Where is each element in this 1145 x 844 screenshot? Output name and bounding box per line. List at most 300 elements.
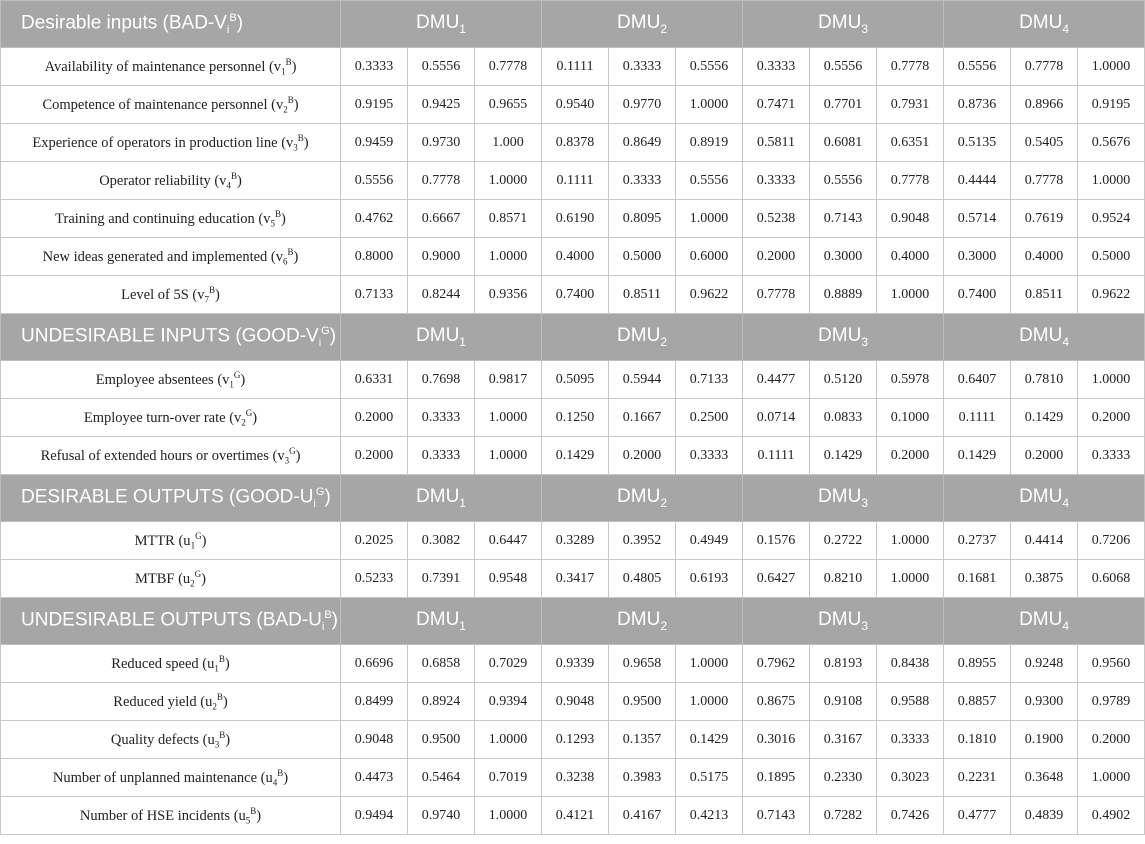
value-cell: 0.3648 (1011, 759, 1078, 797)
dmu-name: DMU (416, 325, 460, 347)
row-label-superscript: B (274, 208, 281, 219)
row-label (1, 200, 341, 238)
row-label (1, 361, 341, 399)
row-label (1, 683, 341, 721)
section-title-superscript: B (324, 608, 332, 621)
value-cell: 0.7698 (408, 361, 475, 399)
value-cell: 0.5095 (542, 361, 609, 399)
section-title (1, 598, 341, 645)
row-label-superscript: G (289, 445, 296, 456)
value-cell: 0.4477 (743, 361, 810, 399)
value-cell: 0.7029 (475, 645, 542, 683)
row-label-close: ) (252, 409, 258, 426)
row-label-text: Operator reliability (v (99, 172, 227, 189)
row-label (1, 86, 341, 124)
value-cell: 0.5556 (676, 48, 743, 86)
section-header-row (1, 475, 1145, 522)
value-cell: 1.0000 (676, 645, 743, 683)
dmu-name: DMU (1019, 12, 1063, 34)
section-title-subscript: i (226, 24, 230, 37)
dmu-column-header (542, 598, 743, 645)
row-label-text: Reduced speed (u (111, 655, 215, 672)
value-cell: 0.1900 (1011, 721, 1078, 759)
row-label-subscript: 5 (245, 815, 251, 826)
row-label-subscript: 1 (214, 663, 219, 674)
value-cell: 0.7619 (1011, 200, 1078, 238)
value-cell: 0.9770 (609, 86, 676, 124)
value-cell: 0.7778 (475, 48, 542, 86)
row-label-superscript: B (219, 729, 226, 740)
value-cell: 1.0000 (877, 276, 944, 314)
value-cell: 0.8857 (944, 683, 1011, 721)
dmu-column-header (944, 314, 1145, 361)
table-row (1, 683, 1145, 721)
value-cell: 0.7931 (877, 86, 944, 124)
row-label-superscript: B (297, 132, 304, 143)
value-cell: 0.3875 (1011, 560, 1078, 598)
row-label-text: Experience of operators in production line (v (32, 134, 294, 151)
section-title-close: ) (331, 609, 338, 631)
section-title-superscript: B (229, 11, 237, 24)
row-label-text: Employee turn-over rate (v (83, 409, 242, 426)
value-cell: 0.5175 (676, 759, 743, 797)
section-title (1, 314, 341, 361)
value-cell: 0.1429 (1011, 399, 1078, 437)
row-label-subscript: 2 (241, 417, 246, 428)
value-cell: 0.6696 (341, 645, 408, 683)
value-cell: 0.4213 (676, 797, 743, 835)
value-cell: 1.0000 (475, 437, 542, 475)
value-cell: 0.8924 (408, 683, 475, 721)
value-cell: 0.5233 (341, 560, 408, 598)
value-cell: 0.8193 (810, 645, 877, 683)
value-cell: 0.9588 (877, 683, 944, 721)
value-cell: 0.6068 (1078, 560, 1145, 598)
value-cell: 0.4805 (609, 560, 676, 598)
value-cell: 0.8095 (609, 200, 676, 238)
value-cell: 1.0000 (676, 200, 743, 238)
value-cell: 0.5978 (877, 361, 944, 399)
value-cell: 0.9048 (542, 683, 609, 721)
value-cell: 0.2722 (810, 522, 877, 560)
value-cell: 0.3333 (341, 48, 408, 86)
value-cell: 0.1681 (944, 560, 1011, 598)
value-cell: 0.7426 (877, 797, 944, 835)
value-cell: 0.9789 (1078, 683, 1145, 721)
dmu-name: DMU (416, 486, 460, 508)
value-cell: 0.8955 (944, 645, 1011, 683)
value-cell: 0.9108 (810, 683, 877, 721)
dmu-name: DMU (818, 609, 862, 631)
value-cell: 0.7019 (475, 759, 542, 797)
row-label-superscript: B (287, 246, 294, 257)
section-title-text: UNDESIRABLE OUTPUTS (BAD-U (21, 609, 322, 631)
value-cell: 0.8244 (408, 276, 475, 314)
value-cell: 1.0000 (877, 522, 944, 560)
dmu-index: 3 (861, 618, 869, 633)
dmu-column-header (341, 1, 542, 48)
value-cell: 0.5556 (810, 162, 877, 200)
dmu-index: 2 (660, 495, 667, 510)
value-cell: 0.9548 (475, 560, 542, 598)
value-cell: 0.3023 (877, 759, 944, 797)
row-label-superscript: B (216, 691, 223, 702)
row-label-superscript: G (245, 407, 253, 418)
value-cell: 0.5944 (609, 361, 676, 399)
value-cell: 0.3000 (944, 238, 1011, 276)
value-cell: 0.3333 (676, 437, 743, 475)
table-row (1, 759, 1145, 797)
value-cell: 0.5556 (944, 48, 1011, 86)
row-label-text: Quality defects (u (110, 731, 215, 748)
value-cell: 0.6667 (408, 200, 475, 238)
dmu-column-header (542, 475, 743, 522)
value-cell: 0.1111 (542, 48, 609, 86)
row-label-subscript: 5 (270, 218, 275, 229)
value-cell: 0.3289 (542, 522, 609, 560)
dmu-name: DMU (818, 486, 862, 508)
value-cell: 0.4444 (944, 162, 1011, 200)
value-cell: 0.8649 (609, 124, 676, 162)
section-title-superscript: G (315, 485, 325, 498)
row-label-subscript: 1 (229, 379, 234, 390)
row-label-text: Number of unplanned maintenance (u (52, 769, 273, 786)
table-row (1, 721, 1145, 759)
value-cell: 0.9540 (542, 86, 609, 124)
dmu-column-header (341, 598, 542, 645)
dmu-index: 3 (861, 495, 869, 510)
value-cell: 0.3333 (609, 162, 676, 200)
value-cell: 0.3333 (743, 48, 810, 86)
value-cell: 0.4167 (609, 797, 676, 835)
value-cell: 0.4839 (1011, 797, 1078, 835)
section-title-subscript: i (321, 621, 325, 634)
value-cell: 0.8210 (810, 560, 877, 598)
value-cell: 0.1667 (609, 399, 676, 437)
dmu-index: 1 (459, 21, 466, 36)
row-label-text: Level of 5S (v (121, 286, 205, 303)
row-label-subscript: 3 (284, 455, 290, 466)
value-cell: 0.6858 (408, 645, 475, 683)
value-cell: 0.8675 (743, 683, 810, 721)
row-label-subscript: 1 (281, 66, 286, 77)
row-label (1, 124, 341, 162)
value-cell: 0.3333 (609, 48, 676, 86)
value-cell: 0.1293 (542, 721, 609, 759)
value-cell: 0.5464 (408, 759, 475, 797)
value-cell: 0.5000 (609, 238, 676, 276)
value-cell: 1.0000 (1078, 162, 1145, 200)
value-cell: 0.1250 (542, 399, 609, 437)
value-cell: 0.2000 (743, 238, 810, 276)
value-cell: 0.7143 (743, 797, 810, 835)
value-cell: 0.9730 (408, 124, 475, 162)
value-cell: 0.5676 (1078, 124, 1145, 162)
row-label-subscript: 6 (283, 256, 288, 267)
value-cell: 0.5714 (944, 200, 1011, 238)
value-cell: 0.4000 (877, 238, 944, 276)
value-cell: 0.6081 (810, 124, 877, 162)
dmu-index: 2 (660, 618, 667, 633)
value-cell: 1.0000 (676, 683, 743, 721)
dmu-index: 4 (1062, 334, 1070, 349)
value-cell: 0.9500 (408, 721, 475, 759)
dmu-index: 4 (1062, 21, 1070, 36)
value-cell: 0.7133 (341, 276, 408, 314)
value-cell: 0.7206 (1078, 522, 1145, 560)
dmu-name: DMU (1019, 486, 1063, 508)
row-label-close: ) (283, 769, 289, 786)
table-row (1, 437, 1145, 475)
row-label-subscript: 2 (283, 104, 288, 115)
row-label-text: Availability of maintenance personnel (v (44, 58, 282, 75)
value-cell: 0.2000 (341, 399, 408, 437)
dmu-index: 1 (459, 618, 466, 633)
value-cell: 0.1111 (944, 399, 1011, 437)
value-cell: 0.9459 (341, 124, 408, 162)
value-cell: 0.9817 (475, 361, 542, 399)
value-cell: 0.3983 (609, 759, 676, 797)
value-cell: 0.9500 (609, 683, 676, 721)
value-cell: 0.0833 (810, 399, 877, 437)
row-label (1, 399, 341, 437)
value-cell: 0.3016 (743, 721, 810, 759)
value-cell: 0.1429 (676, 721, 743, 759)
dmu-column-header (341, 314, 542, 361)
row-label-superscript: B (250, 805, 257, 816)
value-cell: 1.000 (475, 124, 542, 162)
value-cell: 0.9356 (475, 276, 542, 314)
row-label-close: ) (236, 172, 242, 189)
value-cell: 0.1895 (743, 759, 810, 797)
table-row (1, 162, 1145, 200)
table-row (1, 86, 1145, 124)
table-row (1, 200, 1145, 238)
row-label (1, 437, 341, 475)
dmu-name: DMU (416, 609, 460, 631)
value-cell: 0.1000 (877, 399, 944, 437)
value-cell: 0.1429 (542, 437, 609, 475)
dmu-column-header (743, 598, 944, 645)
row-label (1, 721, 341, 759)
value-cell: 0.2737 (944, 522, 1011, 560)
row-label-close: ) (201, 532, 207, 549)
value-cell: 0.1111 (743, 437, 810, 475)
row-label-superscript: G (233, 369, 241, 380)
row-label-close: ) (293, 248, 299, 265)
value-cell: 0.9000 (408, 238, 475, 276)
value-cell: 0.2025 (341, 522, 408, 560)
section-header-row (1, 598, 1145, 645)
table-row (1, 522, 1145, 560)
row-label-text: Employee absentees (v (95, 371, 230, 388)
value-cell: 1.0000 (475, 797, 542, 835)
value-cell: 0.8511 (1011, 276, 1078, 314)
dmu-index: 2 (660, 334, 667, 349)
value-cell: 0.1429 (944, 437, 1011, 475)
dmu-index: 4 (1062, 618, 1070, 633)
value-cell: 0.7400 (542, 276, 609, 314)
value-cell: 0.7778 (408, 162, 475, 200)
row-label (1, 162, 341, 200)
row-label-subscript: 2 (190, 578, 195, 589)
table-row (1, 399, 1145, 437)
section-title-text: UNDESIRABLE INPUTS (GOOD-V (21, 325, 319, 347)
value-cell: 0.1576 (743, 522, 810, 560)
row-label (1, 522, 341, 560)
dmu-column-header (944, 598, 1145, 645)
value-cell: 0.7701 (810, 86, 877, 124)
row-label (1, 48, 341, 86)
value-cell: 0.7471 (743, 86, 810, 124)
row-label-text: New ideas generated and implemented (v (42, 248, 283, 265)
value-cell: 0.7143 (810, 200, 877, 238)
dmu-name: DMU (1019, 325, 1063, 347)
value-cell: 1.0000 (1078, 48, 1145, 86)
value-cell: 0.6000 (676, 238, 743, 276)
value-cell: 0.4000 (542, 238, 609, 276)
dmu-name: DMU (416, 12, 460, 34)
value-cell: 0.7778 (877, 162, 944, 200)
table-row (1, 361, 1145, 399)
value-cell: 0.3333 (408, 399, 475, 437)
value-cell: 0.6407 (944, 361, 1011, 399)
value-cell: 0.3082 (408, 522, 475, 560)
value-cell: 0.8438 (877, 645, 944, 683)
value-cell: 0.3333 (877, 721, 944, 759)
value-cell: 0.7400 (944, 276, 1011, 314)
section-title-text: Desirable inputs (BAD-V (21, 12, 227, 34)
value-cell: 0.5556 (408, 48, 475, 86)
value-cell: 0.8571 (475, 200, 542, 238)
value-cell: 0.4414 (1011, 522, 1078, 560)
value-cell: 0.8378 (542, 124, 609, 162)
dmu-name: DMU (818, 325, 862, 347)
dmu-name: DMU (617, 325, 661, 347)
row-label-superscript: B (285, 56, 292, 67)
row-label-text: Training and continuing education (v (55, 210, 271, 227)
dmu-column-header (944, 475, 1145, 522)
value-cell: 0.4949 (676, 522, 743, 560)
value-cell: 0.8736 (944, 86, 1011, 124)
value-cell: 0.5405 (1011, 124, 1078, 162)
row-label-close: ) (303, 134, 309, 151)
value-cell: 0.9394 (475, 683, 542, 721)
value-cell: 0.1810 (944, 721, 1011, 759)
value-cell: 0.9524 (1078, 200, 1145, 238)
value-cell: 0.3333 (408, 437, 475, 475)
row-label-superscript: G (195, 530, 202, 541)
section-title-close: ) (236, 12, 244, 34)
value-cell: 1.0000 (475, 721, 542, 759)
value-cell: 0.2000 (1078, 721, 1145, 759)
value-cell: 0.7778 (1011, 48, 1078, 86)
row-label-close: ) (224, 655, 230, 672)
table-row (1, 48, 1145, 86)
value-cell: 0.8889 (810, 276, 877, 314)
section-title-subscript: i (313, 498, 316, 511)
row-label-close: ) (291, 58, 297, 75)
row-label-superscript: G (194, 568, 202, 579)
value-cell: 0.5238 (743, 200, 810, 238)
dmu-index: 1 (459, 334, 466, 349)
value-cell: 0.7391 (408, 560, 475, 598)
value-cell: 0.3333 (1078, 437, 1145, 475)
value-cell: 0.1429 (810, 437, 877, 475)
table-row (1, 238, 1145, 276)
table-body (1, 1, 1145, 835)
row-label-close: ) (256, 807, 262, 824)
value-cell: 0.9655 (475, 86, 542, 124)
value-cell: 0.2330 (810, 759, 877, 797)
value-cell: 0.8511 (609, 276, 676, 314)
value-cell: 1.0000 (1078, 759, 1145, 797)
value-cell: 0.2000 (341, 437, 408, 475)
value-cell: 1.0000 (475, 162, 542, 200)
value-cell: 1.0000 (475, 238, 542, 276)
table-row (1, 124, 1145, 162)
value-cell: 0.6190 (542, 200, 609, 238)
value-cell: 1.0000 (475, 399, 542, 437)
value-cell: 0.3333 (743, 162, 810, 200)
value-cell: 0.5556 (341, 162, 408, 200)
section-title-close: ) (324, 486, 331, 508)
value-cell: 0.3952 (609, 522, 676, 560)
dmu-column-header (341, 475, 542, 522)
value-cell: 0.9560 (1078, 645, 1145, 683)
row-label-subscript: 4 (226, 180, 231, 191)
row-label-close: ) (240, 371, 246, 388)
value-cell: 0.9048 (877, 200, 944, 238)
section-title-subscript: i (318, 337, 322, 350)
row-label-close: ) (225, 731, 231, 748)
value-cell: 0.6427 (743, 560, 810, 598)
value-cell: 0.6351 (877, 124, 944, 162)
value-cell: 0.4777 (944, 797, 1011, 835)
dmu-name: DMU (818, 12, 862, 34)
row-label-superscript: B (230, 170, 237, 181)
table-row (1, 645, 1145, 683)
value-cell: 0.6447 (475, 522, 542, 560)
row-label-subscript: 3 (293, 142, 298, 153)
value-cell: 0.3000 (810, 238, 877, 276)
dmu-column-header (743, 475, 944, 522)
dmu-column-header (542, 1, 743, 48)
value-cell: 0.2000 (609, 437, 676, 475)
value-cell: 0.4121 (542, 797, 609, 835)
value-cell: 0.6193 (676, 560, 743, 598)
row-label (1, 276, 341, 314)
value-cell: 0.2000 (877, 437, 944, 475)
value-cell: 0.8499 (341, 683, 408, 721)
section-title (1, 1, 341, 48)
row-label-text: Refusal of extended hours or overtimes (v (40, 447, 285, 464)
row-label (1, 560, 341, 598)
value-cell: 0.9300 (1011, 683, 1078, 721)
value-cell: 0.6331 (341, 361, 408, 399)
value-cell: 0.2231 (944, 759, 1011, 797)
value-cell: 0.9195 (341, 86, 408, 124)
value-cell: 0.4762 (341, 200, 408, 238)
row-label-superscript: B (209, 284, 216, 295)
value-cell: 1.0000 (877, 560, 944, 598)
row-label-subscript: 7 (204, 294, 209, 305)
value-cell: 0.5000 (1078, 238, 1145, 276)
value-cell: 0.9339 (542, 645, 609, 683)
value-cell: 0.4000 (1011, 238, 1078, 276)
value-cell: 0.9622 (676, 276, 743, 314)
value-cell: 0.9622 (1078, 276, 1145, 314)
